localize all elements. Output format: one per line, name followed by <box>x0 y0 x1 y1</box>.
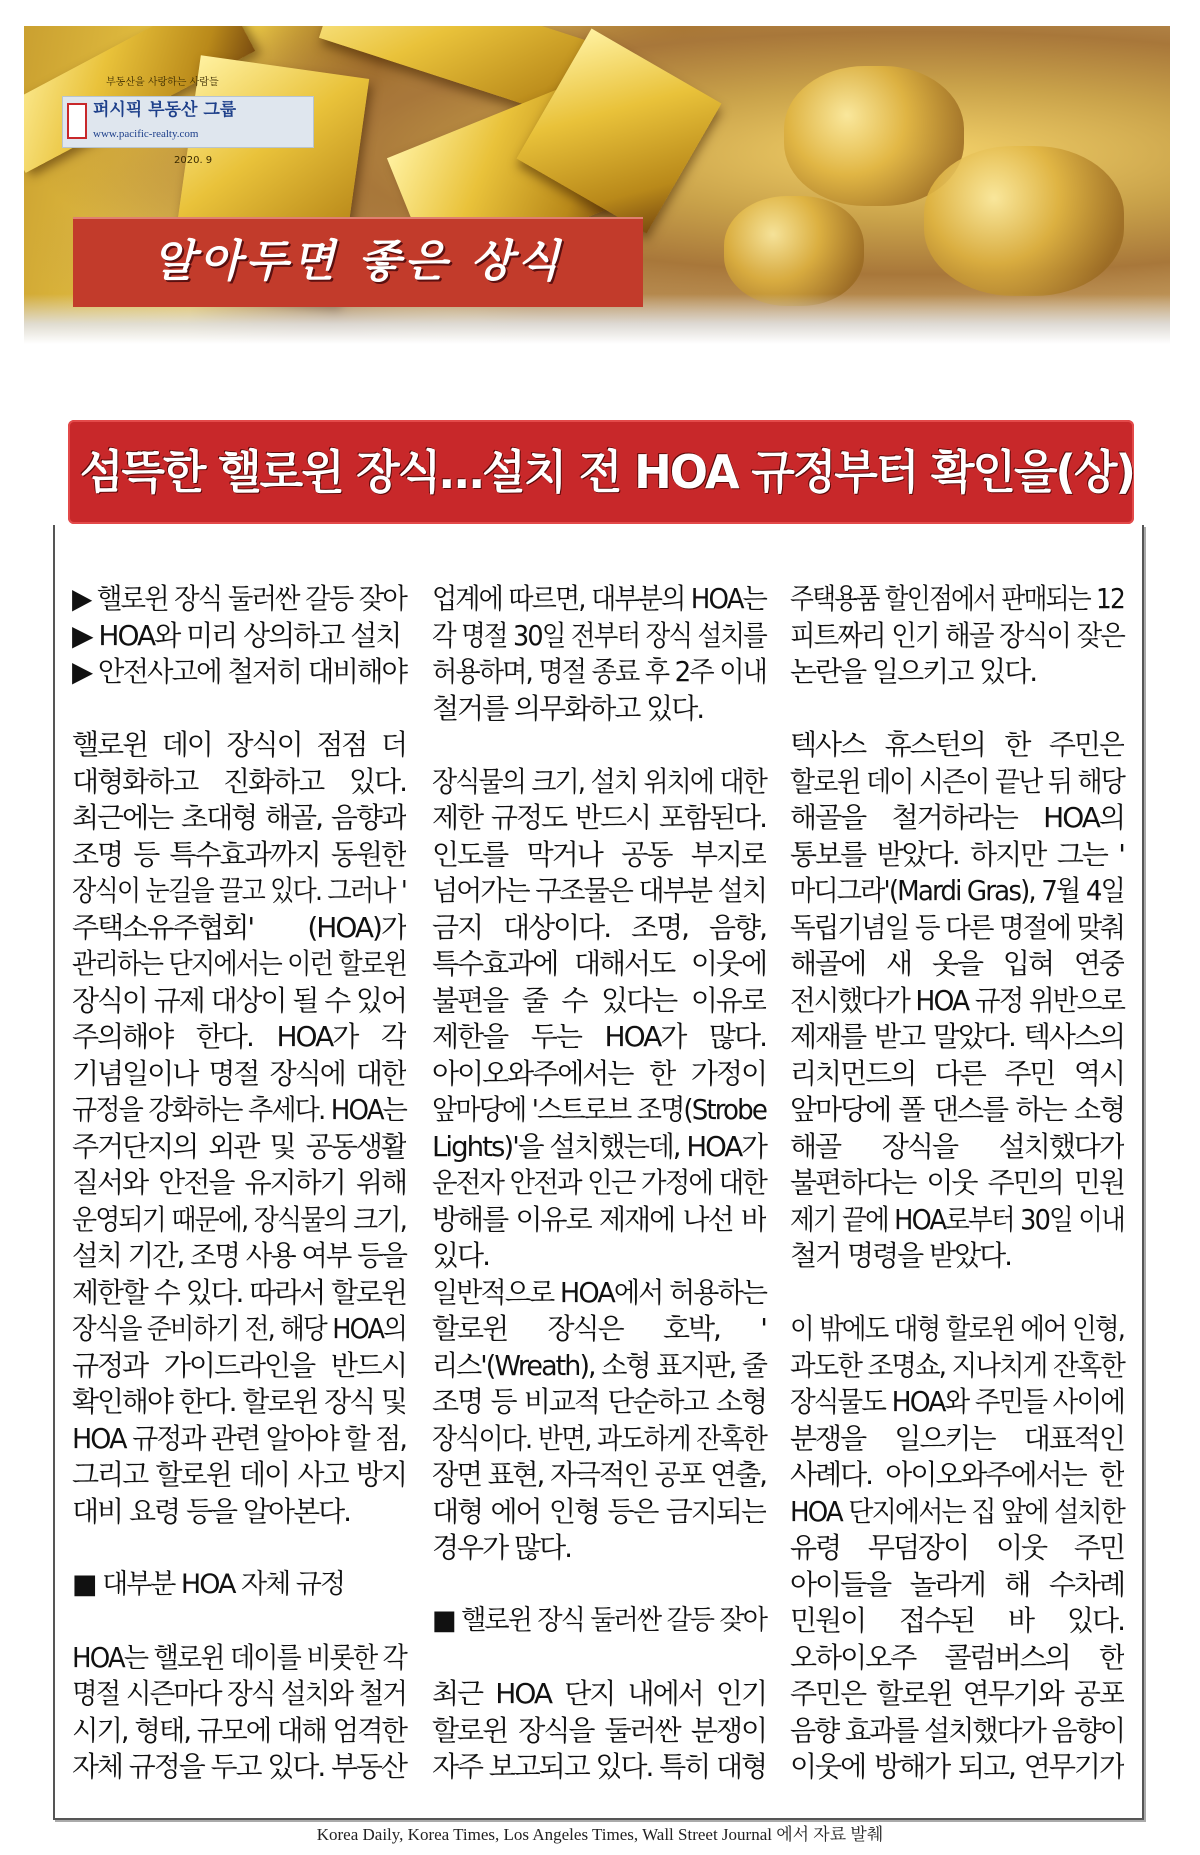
text-line <box>72 1311 406 1348</box>
line-text: 장식이다. 반면, 과도하게 잔혹한 <box>432 1421 766 1455</box>
text-line <box>432 1713 766 1750</box>
line-text: ▶ 안전사고에 철저히 대비해야 <box>72 655 406 688</box>
text-line <box>72 1749 406 1786</box>
line-text: 논란을 일으키고 있다. <box>790 655 1037 688</box>
text-line <box>790 1056 1124 1093</box>
line-text: 주택용품 할인점에서 판매되는 12 <box>790 582 1124 615</box>
line-text: 제재를 받고 말았다. 텍사스의 <box>790 1020 1124 1053</box>
text-line <box>72 1019 406 1056</box>
text-line <box>432 1202 766 1239</box>
line-text: 대형화하고 진화하고 있다. <box>72 764 406 798</box>
text-line <box>790 983 1124 1020</box>
text-line <box>432 1676 766 1713</box>
line-text: 불편을 줄 수 있다는 이유로 <box>432 983 766 1017</box>
text-line <box>790 1311 1124 1348</box>
line-text: 피트짜리 인기 해골 장식이 잦은 <box>790 618 1124 652</box>
paragraph-gap <box>72 1603 406 1640</box>
text-line <box>72 837 406 874</box>
summary-bullet <box>72 581 406 618</box>
house-logo-icon <box>67 103 87 139</box>
text-line <box>790 1092 1124 1129</box>
line-text: 조명 등 비교적 단순하고 소형 <box>432 1385 766 1418</box>
text-line <box>790 1603 1124 1640</box>
text-line <box>790 873 1124 910</box>
line-text: 주택소유주협회' (HOA)가 <box>72 910 406 944</box>
line-text: 제한을 두는 HOA가 많다. <box>432 1020 766 1053</box>
line-text: 대비 요령 등을 알아본다. <box>72 1494 351 1528</box>
paragraph-gap <box>72 691 406 728</box>
line-text: 금지 대상이다. 조명, 음향, <box>432 910 766 944</box>
text-line <box>432 1056 766 1093</box>
line-text: 제한 규정도 반드시 포함된다. <box>432 801 766 834</box>
line-text: 명절 시즌마다 장식 설치와 철거 <box>72 1677 406 1710</box>
line-text: 자주 보고되고 있다. 특히 대형 <box>432 1750 766 1783</box>
line-text: 이웃에 방해가 되고, 연무기가 <box>790 1750 1124 1783</box>
line-text: 특수효과에 대해서도 이웃에 <box>432 947 766 980</box>
line-text: 자체 규정을 두고 있다. 부동산 <box>72 1750 406 1783</box>
text-line <box>72 1348 406 1385</box>
text-line <box>790 1238 1124 1275</box>
line-text: HOA는 핼로윈 데이를 비롯한 각 <box>72 1640 406 1674</box>
text-line <box>432 1457 766 1494</box>
text-line <box>790 1640 1124 1677</box>
text-line <box>790 654 1124 691</box>
header-banner <box>24 26 1170 344</box>
line-text: 할로윈 데이 시즌이 끝난 뒤 해당 <box>790 764 1124 798</box>
line-text: 앞마당에 폴 댄스를 하는 소형 <box>790 1093 1124 1126</box>
text-line <box>432 1129 766 1166</box>
paragraph-gap <box>790 1275 1124 1312</box>
line-text: 텍사스 휴스턴의 한 주민은 <box>790 728 1124 761</box>
text-line <box>432 800 766 837</box>
line-text: 리치먼드의 다른 주민 역시 <box>790 1056 1124 1090</box>
company-logo <box>62 96 314 148</box>
text-line <box>72 1165 406 1202</box>
line-text: HOA 단지에서는 집 앞에 설치한 <box>790 1494 1124 1528</box>
line-text: 인도를 막거나 공동 부지로 <box>432 837 766 871</box>
line-text: 관리하는 단지에서는 이런 할로윈 <box>72 947 406 980</box>
text-line <box>790 1749 1124 1786</box>
line-text: 통보를 받았다. 하지만 그는 ' <box>790 837 1124 871</box>
text-line <box>432 1092 766 1129</box>
text-line <box>72 1129 406 1166</box>
line-text: 업계에 따르면, 대부분의 HOA는 <box>432 582 766 615</box>
paragraph-gap <box>432 1640 766 1677</box>
line-text: 핼로윈 데이 장식이 점점 더 <box>72 728 406 761</box>
logo-website: www.pacific-realty.com <box>93 128 199 140</box>
line-text: 제한할 수 있다. 따라서 할로윈 <box>72 1275 406 1309</box>
text-line <box>432 618 766 655</box>
text-line <box>72 873 406 910</box>
line-text: 아이오와주에서는 한 가정이 <box>432 1056 766 1090</box>
article-column-1 <box>72 581 406 1786</box>
line-text: 최근에는 초대형 해골, 음향과 <box>72 801 406 834</box>
text-line <box>72 946 406 983</box>
gold-nugget-image <box>724 196 864 306</box>
text-line <box>432 837 766 874</box>
article-title-bar <box>68 420 1134 524</box>
line-text: 철거를 의무화하고 있다. <box>432 691 704 725</box>
line-text: 해골에 새 옷을 입혀 연중 <box>790 947 1124 980</box>
line-text: 각 명절 30일 전부터 장식 설치를 <box>432 618 766 652</box>
line-text: 장식물의 크기, 설치 위치에 대한 <box>432 764 766 798</box>
text-line <box>432 1494 766 1531</box>
text-line <box>72 910 406 947</box>
line-text: 장면 표현, 자극적인 공포 연출, <box>432 1458 766 1491</box>
text-line <box>432 910 766 947</box>
line-text: 일반적으로 HOA에서 허용하는 <box>432 1275 766 1309</box>
text-line <box>432 1311 766 1348</box>
line-text: 넘어가는 구조물은 대부분 설치 <box>432 874 766 907</box>
line-text: 앞마당에 '스트로브 조명(Strobe <box>432 1093 766 1126</box>
line-text: 시기, 형태, 규모에 대해 엄격한 <box>72 1713 406 1747</box>
line-text: 주거단지의 외관 및 공동생활 <box>72 1129 406 1163</box>
text-line <box>72 1676 406 1713</box>
text-line <box>432 873 766 910</box>
text-line <box>72 1056 406 1093</box>
line-text: 운영되기 때문에, 장식물의 크기, <box>72 1202 406 1236</box>
section-label-text: 알아두면 좋은 상식 <box>152 236 564 287</box>
text-line <box>432 983 766 1020</box>
text-line <box>790 1494 1124 1531</box>
section-label <box>73 217 643 307</box>
logo-date: 2020. 9 <box>174 155 213 166</box>
text-line <box>790 800 1124 837</box>
text-line <box>790 1165 1124 1202</box>
line-text: 그리고 할로윈 데이 사고 방지 <box>72 1458 406 1491</box>
text-line <box>72 764 406 801</box>
text-line <box>432 1348 766 1385</box>
text-line <box>432 1749 766 1786</box>
logo-tagline: 부동산을 사랑하는 사람들 <box>106 77 219 88</box>
text-line <box>72 1640 406 1677</box>
line-text: ■ 핼로윈 장식 둘러싼 갈등 잦아 <box>432 1605 766 1636</box>
line-text: 유령 무덤장이 이웃 주민 <box>790 1531 1124 1564</box>
text-line <box>72 727 406 764</box>
line-text: 방해를 이유로 제재에 나선 바 <box>432 1202 766 1236</box>
text-line <box>790 1202 1124 1239</box>
line-text: 경우가 많다. <box>432 1531 572 1564</box>
line-text: 규정과 가이드라인을 반드시 <box>72 1348 406 1382</box>
line-text: 리스'(Wreath), 소형 표지판, 줄 <box>432 1348 766 1382</box>
text-line <box>72 1238 406 1275</box>
text-line <box>790 1384 1124 1421</box>
text-line <box>432 1275 766 1312</box>
line-text: Lights)'을 설치했는데, HOA가 <box>432 1129 766 1163</box>
text-line <box>790 727 1124 764</box>
line-text: ▶ 핼로윈 장식 둘러싼 갈등 잦아 <box>72 582 406 615</box>
source-credit: Korea Daily, Korea Times, Los Angeles Times, Wall Street Journal 에서 자료 발췌 <box>316 1825 884 1844</box>
line-text: 장식이 규제 대상이 될 수 있어 <box>72 983 406 1017</box>
line-text: 대형 에어 인형 등은 금지되는 <box>432 1494 766 1528</box>
summary-bullet <box>72 618 406 655</box>
section-heading <box>72 1567 406 1604</box>
text-line <box>790 1421 1124 1458</box>
text-line <box>72 1202 406 1239</box>
text-line <box>432 1530 766 1567</box>
text-line <box>72 800 406 837</box>
line-text: 주민은 할로윈 연무기와 공포 <box>790 1677 1124 1710</box>
text-line <box>432 764 766 801</box>
line-text: 전시했다가 HOA 규정 위반으로 <box>790 983 1124 1017</box>
article-column-3 <box>790 581 1124 1786</box>
section-heading <box>432 1603 766 1640</box>
line-text: 장식물도 HOA와 주민들 사이에 <box>790 1385 1124 1418</box>
line-text: 할로윈 장식은 호박, ' <box>432 1312 766 1345</box>
line-text: 주의해야 한다. HOA가 각 <box>72 1020 406 1053</box>
text-line <box>72 1092 406 1129</box>
line-text: 운전자 안전과 인근 가정에 대한 <box>432 1166 766 1199</box>
text-line <box>432 1384 766 1421</box>
text-line <box>790 1676 1124 1713</box>
text-line <box>790 910 1124 947</box>
gold-nugget-image <box>924 146 1124 296</box>
text-line <box>790 1129 1124 1166</box>
line-text: 조명 등 특수효과까지 동원한 <box>72 837 406 871</box>
line-text: 음향 효과를 설치했다가 음향이 <box>790 1713 1124 1747</box>
text-line <box>72 1457 406 1494</box>
line-text: 장식을 준비하기 전, 해당 HOA의 <box>72 1312 406 1345</box>
text-line <box>72 1275 406 1312</box>
text-line <box>790 764 1124 801</box>
text-line <box>432 581 766 618</box>
text-line <box>72 1494 406 1531</box>
line-text: 분쟁을 일으키는 대표적인 <box>790 1421 1124 1455</box>
text-line <box>790 1713 1124 1750</box>
text-line <box>432 1019 766 1056</box>
text-line <box>432 654 766 691</box>
line-text: HOA 규정과 관련 알아야 할 점, <box>72 1421 406 1455</box>
article-title: 섬뜩한 핼로윈 장식…설치 전 HOA 규정부터 확인을(상) <box>80 445 1135 499</box>
line-text: 마디그라'(Mardi Gras), 7월 4일 <box>790 874 1124 907</box>
line-text: 아이들을 놀라게 해 수차례 <box>790 1567 1124 1601</box>
line-text: 민원이 접수된 바 있다. <box>790 1604 1124 1637</box>
line-text: 장식이 눈길을 끌고 있다. 그러나 ' <box>72 874 406 907</box>
text-line <box>790 1457 1124 1494</box>
text-line <box>432 1238 766 1275</box>
text-line <box>790 837 1124 874</box>
line-text: 철거 명령을 받았다. <box>790 1239 1012 1272</box>
line-text: 최근 HOA 단지 내에서 인기 <box>432 1677 766 1710</box>
text-line <box>790 1348 1124 1385</box>
text-line <box>432 1421 766 1458</box>
line-text: 불편하다는 이웃 주민의 민원 <box>790 1166 1124 1199</box>
summary-bullet <box>72 654 406 691</box>
line-text: ■ 대부분 HOA 자체 규정 <box>72 1568 344 1600</box>
line-text: 허용하며, 명절 종료 후 2주 이내 <box>432 655 766 688</box>
line-text: 있다. <box>432 1239 489 1272</box>
line-text: 독립기념일 등 다른 명절에 맞춰 <box>790 910 1124 944</box>
line-text: 오하이오주 콜럼버스의 한 <box>790 1640 1124 1674</box>
text-line <box>72 1384 406 1421</box>
text-line <box>72 1421 406 1458</box>
text-line <box>432 946 766 983</box>
text-line <box>72 983 406 1020</box>
text-line <box>432 1165 766 1202</box>
line-text: 확인해야 한다. 할로윈 장식 및 <box>72 1385 406 1418</box>
line-text: 규정을 강화하는 추세다. HOA는 <box>72 1093 406 1126</box>
line-text: 과도한 조명쇼, 지나치게 잔혹한 <box>790 1348 1124 1382</box>
line-text: 질서와 안전을 유지하기 위해 <box>72 1166 406 1199</box>
text-line <box>790 581 1124 618</box>
line-text: ▶ HOA와 미리 상의하고 설치 <box>72 618 401 652</box>
paragraph-gap <box>432 1567 766 1604</box>
line-text: 설치 기간, 조명 사용 여부 등을 <box>72 1239 406 1272</box>
line-text: 이 밖에도 대형 할로윈 에어 인형, <box>790 1312 1124 1345</box>
text-line <box>790 946 1124 983</box>
line-text: 해골 장식을 설치했다가 <box>790 1129 1124 1163</box>
text-line <box>790 618 1124 655</box>
line-text: 해골을 철거하라는 HOA의 <box>790 801 1124 834</box>
article-column-2 <box>432 581 766 1786</box>
line-text: 제기 끝에 HOA로부터 30일 이내 <box>790 1202 1124 1236</box>
text-line <box>790 1019 1124 1056</box>
text-line <box>432 691 766 728</box>
text-line <box>72 1713 406 1750</box>
paragraph-gap <box>432 727 766 764</box>
text-line <box>790 1567 1124 1604</box>
paragraph-gap <box>790 691 1124 728</box>
text-line <box>790 1530 1124 1567</box>
line-text: 할로윈 장식을 둘러싼 분쟁이 <box>432 1713 766 1747</box>
line-text: 기념일이나 명절 장식에 대한 <box>72 1056 406 1090</box>
line-text: 사례다. 아이오와주에서는 한 <box>790 1458 1124 1491</box>
paragraph-gap <box>72 1530 406 1567</box>
logo-name: 퍼시픽 부동산 그룹 <box>93 100 237 120</box>
